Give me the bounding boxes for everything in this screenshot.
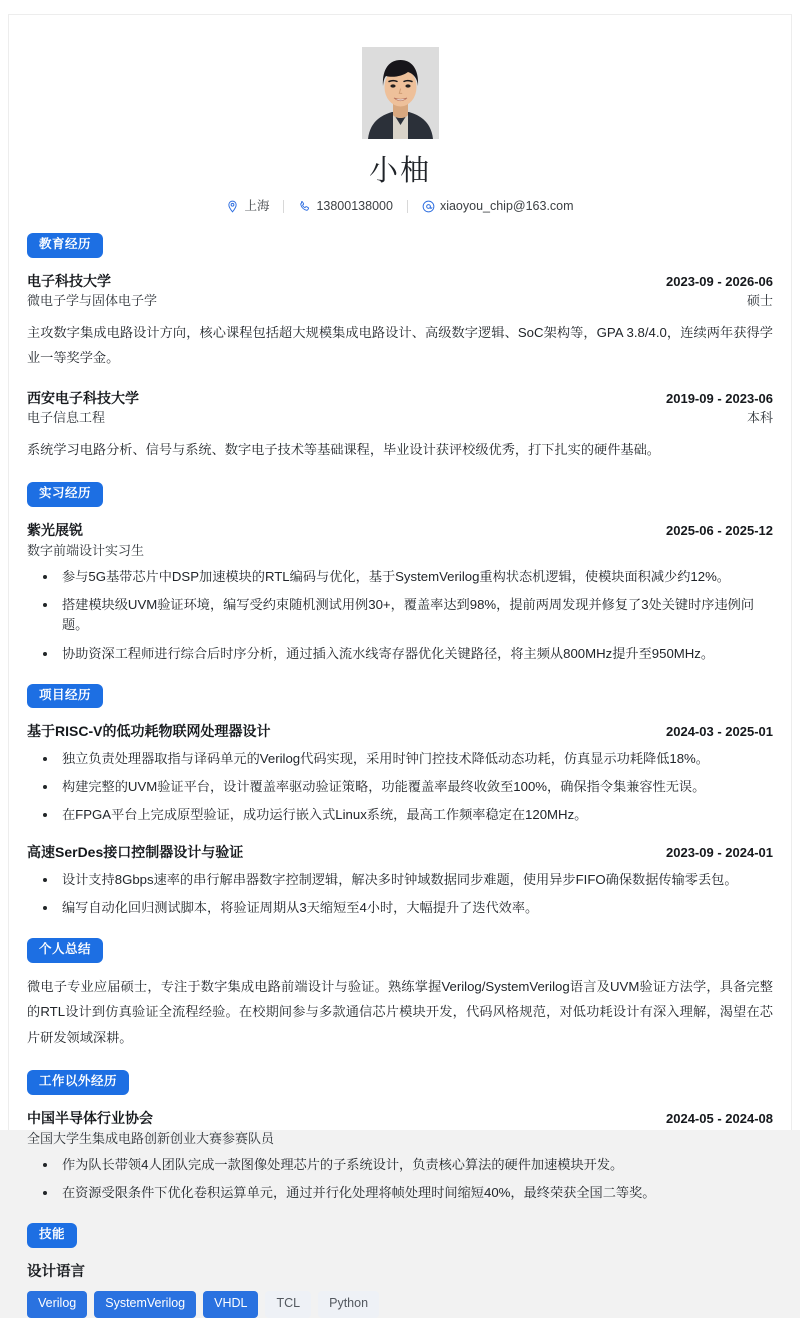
entry-header-row [27,271,773,292]
section-badge-extracurricular: 工作以外经历 [27,1070,129,1095]
degree-level: 本科 [746,410,773,426]
phone-icon [298,200,311,213]
section-skills [27,1223,773,1318]
project-entry [27,842,773,918]
extracurricular-entry [27,1108,773,1203]
major-name: 微电子学与固体电子学 [27,293,158,309]
skill-group [27,1262,773,1318]
entry-header-row [27,1108,773,1129]
major-name: 电子信息工程 [27,410,106,426]
entry-header-row [27,520,773,541]
role-title: 全国大学生集成电路创新创业大赛参赛队员 [27,1130,275,1146]
list-item: 编写自动化回归测试脚本，将验证周期从3天缩短至4小时，大幅提升了迭代效率。 [27,898,773,918]
entry-header-row [27,721,773,742]
list-item: 协助资深工程师进行综合后时序分析，通过插入流水线寄存器优化关键路径，将主频从800MHz提升至950MHz。 [27,644,773,664]
section-projects [27,684,773,919]
education-entry [27,271,773,371]
contact-row [27,200,773,213]
list-item: 构建完整的UVM验证平台，设计覆盖率驱动验证策略，功能覆盖率最终收敛至100%，确保指令集兼容性无误。 [27,777,773,797]
entry-header-row [27,842,773,863]
project-entry [27,721,773,825]
education-description: 主攻数字集成电路设计方向，核心课程包括超大规模集成电路设计、高级数字逻辑、SoC架构等，GPA 3.8/4.0，连续两年获得学业一等奖学金。 [27,324,773,366]
entry-sub-row [27,291,773,311]
project-date: 2023-09 - 2024-01 [666,845,773,861]
education-date: 2023-09 - 2026-06 [666,273,773,289]
avatar [362,47,439,139]
extracurricular-date: 2024-05 - 2024-08 [666,1110,773,1126]
summary-text: 微电子专业应届硕士，专注于数字集成电路前端设计与验证。熟练掌握Verilog/SystemVerilog语言及UVM验证方法学，具备完整的RTL设计到仿真验证全流程经验。在校期间参与多款通信芯片模块开发，代码风格规范，对低功耗设计有深入理解，渴望在芯片研发领域深耕。 [27,979,773,1045]
degree-level: 硕士 [746,293,773,309]
person-name: 小柚 [368,155,431,187]
contact-phone [284,200,406,213]
resume-header [27,41,773,213]
job-title: 数字前端设计实习生 [27,542,145,558]
entry-sub-row [27,1129,773,1149]
contact-email-text: xiaoyou_chip@163.com [439,199,574,214]
section-summary [27,938,773,1050]
skill-tag: Python [318,1291,379,1318]
company-name: 紫光展锐 [27,522,83,539]
project-bullets [27,749,773,825]
list-item: 独立负责处理器取指与译码单元的Verilog代码实现，采用时钟门控技术降低动态功耗，仿真显示功耗降低18%。 [27,749,773,769]
section-internship [27,482,773,663]
project-name: 高速SerDes接口控制器设计与验证 [27,844,244,861]
project-date: 2024-03 - 2025-01 [666,724,773,740]
skill-group-title: 设计语言 [27,1264,85,1281]
section-badge-internship: 实习经历 [27,482,103,507]
section-badge-education: 教育经历 [27,233,103,258]
resume-card [8,14,792,1311]
list-item: 参与5G基带芯片中DSP加速模块的RTL编码与优化，基于SystemVerilog重构状态机逻辑，使模块面积减少约12%。 [27,567,773,587]
education-date: 2019-09 - 2023-06 [666,390,773,406]
entry-header-row [27,388,773,409]
entry-sub-row [27,541,773,561]
list-item: 在资源受限条件下优化卷积运算单元，通过并行化处理将帧处理时间缩短40%，最终荣获全国二等奖。 [27,1183,773,1203]
section-badge-summary: 个人总结 [27,938,103,963]
contact-location-text: 上海 [244,199,270,214]
skill-tag: VHDL [203,1291,258,1318]
internship-entry [27,520,773,664]
contact-email [408,200,588,213]
section-badge-skills: 技能 [27,1223,77,1248]
education-description: 系统学习电路分析、信号与系统、数字电子技术等基础课程，毕业设计获评校级优秀，打下扎实的硬件基础。 [27,441,660,457]
location-pin-icon [226,200,239,213]
list-item: 在FPGA平台上完成原型验证，成功运行嵌入式Linux系统，最高工作频率稳定在120MHz。 [27,805,773,825]
extracurricular-bullets [27,1155,773,1203]
skill-tag-row [27,1291,773,1318]
education-entry [27,388,773,463]
internship-date: 2025-06 - 2025-12 [666,523,773,539]
section-education [27,233,773,462]
skill-tag: Verilog [27,1291,87,1318]
email-at-icon [422,200,435,213]
school-name: 西安电子科技大学 [27,389,139,406]
project-name: 基于RISC-V的低功耗物联网处理器设计 [27,723,271,740]
list-item: 设计支持8Gbps速率的串行解串器数字控制逻辑，解决多时钟域数据同步难题，使用异步FIFO确保数据传输零丢包。 [27,870,773,890]
internship-bullets [27,567,773,663]
list-item: 作为队长带领4人团队完成一款图像处理芯片的子系统设计，负责核心算法的硬件加速模块开发。 [27,1155,773,1175]
skill-tag: TCL [265,1291,311,1318]
contact-phone-text: 13800138000 [316,199,393,214]
skill-tag: SystemVerilog [94,1291,196,1318]
list-item: 搭建模块级UVM验证环境，编写受约束随机测试用例30+，覆盖率达到98%，提前两周发现并修复了3处关键时序违例问题。 [27,595,773,635]
organization-name: 中国半导体行业协会 [27,1109,153,1126]
project-bullets [27,870,773,918]
school-name: 电子科技大学 [27,272,111,289]
section-badge-projects: 项目经历 [27,684,103,709]
section-extracurricular [27,1070,773,1203]
entry-sub-row [27,408,773,428]
contact-location [212,200,283,213]
